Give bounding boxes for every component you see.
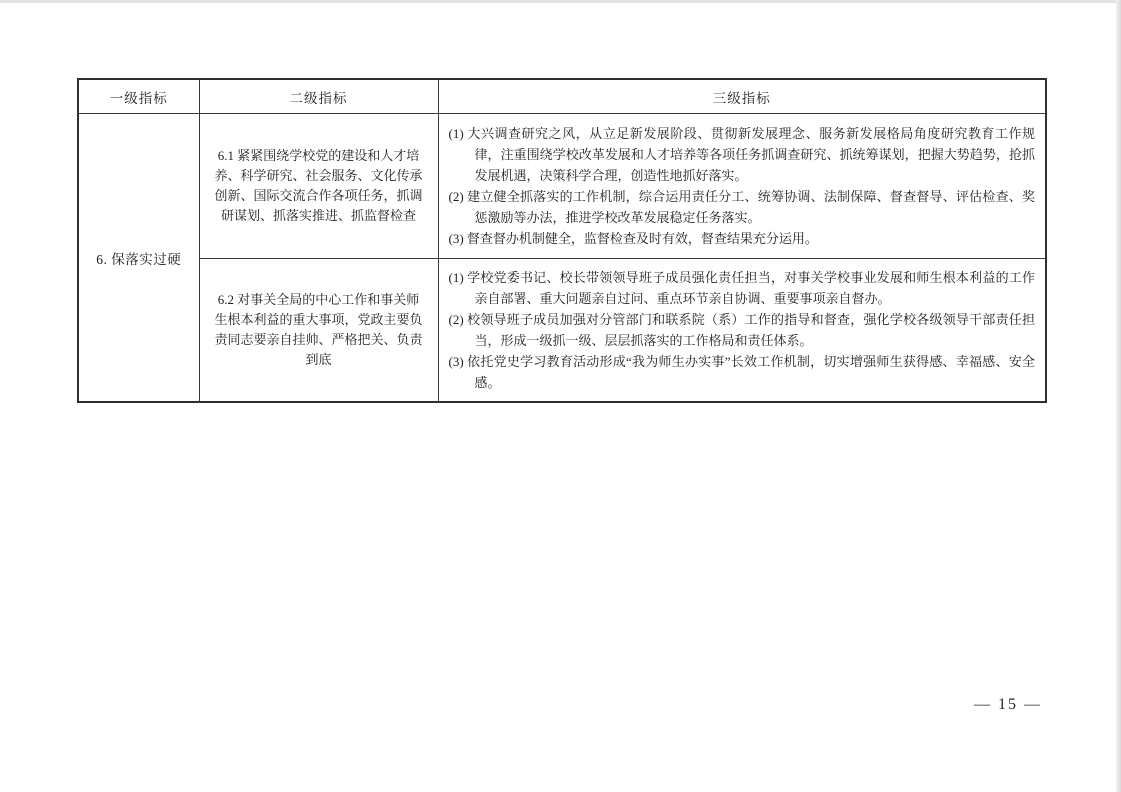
header-level1-indicator: 一级指标 bbox=[78, 79, 199, 114]
level3-indicator-item: (3) 依托党史学习教育活动形成“我为师生办实事”长效工作机制，切实增强师生获得感、幸福感、安全感。 bbox=[448, 354, 1035, 390]
cell-level2-indicator-61 bbox=[199, 114, 438, 259]
header-level3-indicator: 三级指标 bbox=[438, 79, 1046, 114]
level2-indicator-text: 6.2 对事关全局的中心工作和事关师生根本利益的重大事项，党政主要负责同志要亲自挂帅、严格把关、负责到底 bbox=[214, 292, 423, 367]
level3-indicator-item: (1) 学校党委书记、校长带领领导班子成员强化责任担当，对事关学校事业发展和师生根本利益的工作亲自部署、重大问题亲自过问、重点环节亲自协调、重要事项亲自督办。 bbox=[448, 270, 1035, 306]
table-row bbox=[78, 114, 1046, 259]
level3-indicator-item: (3) 督查督办机制健全，监督检查及时有效，督查结果充分运用。 bbox=[448, 231, 818, 246]
table-row bbox=[78, 259, 1046, 403]
level2-indicator-text: 6.1 紧紧围绕学校党的建设和人才培养、科学研究、社会服务、文化传承创新、国际交流合作各项任务，抓调研谋划、抓落实推进、抓监督检查 bbox=[214, 148, 423, 223]
level3-indicator-item: (1) 大兴调查研究之风，从立足新发展阶段、贯彻新发展理念、服务新发展格局角度研究教育工作规律，注重围绕学校改革发展和人才培养等各项任务抓调查研究、抓统筹谋划，把握大势趋势，抢抓发展机遇，决策科学合理，创造性地抓好落实。 bbox=[448, 126, 1035, 183]
level3-indicator-item: (2) 建立健全抓落实的工作机制，综合运用责任分工、统筹协调、法制保障、督查督导、评估检查、奖惩激励等办法，推进学校改革发展稳定任务落实。 bbox=[448, 189, 1035, 225]
scan-edge-right bbox=[1116, 0, 1121, 792]
cell-level1-indicator: 6. 保落实过硬 bbox=[78, 114, 199, 403]
table-header-row bbox=[78, 79, 1046, 114]
cell-level3-indicators-62 bbox=[438, 259, 1046, 403]
indicator-table bbox=[77, 78, 1047, 403]
scan-edge-top bbox=[0, 0, 1121, 3]
page-number: — 15 — bbox=[974, 696, 1042, 713]
cell-level3-indicators-61 bbox=[438, 114, 1046, 259]
level3-indicator-item: (2) 校领导班子成员加强对分管部门和联系院（系）工作的指导和督查，强化学校各级领导干部责任担当，形成一级抓一级、层层抓落实的工作格局和责任体系。 bbox=[448, 312, 1035, 348]
cell-level2-indicator-62 bbox=[199, 259, 438, 403]
header-level2-indicator: 二级指标 bbox=[199, 79, 438, 114]
